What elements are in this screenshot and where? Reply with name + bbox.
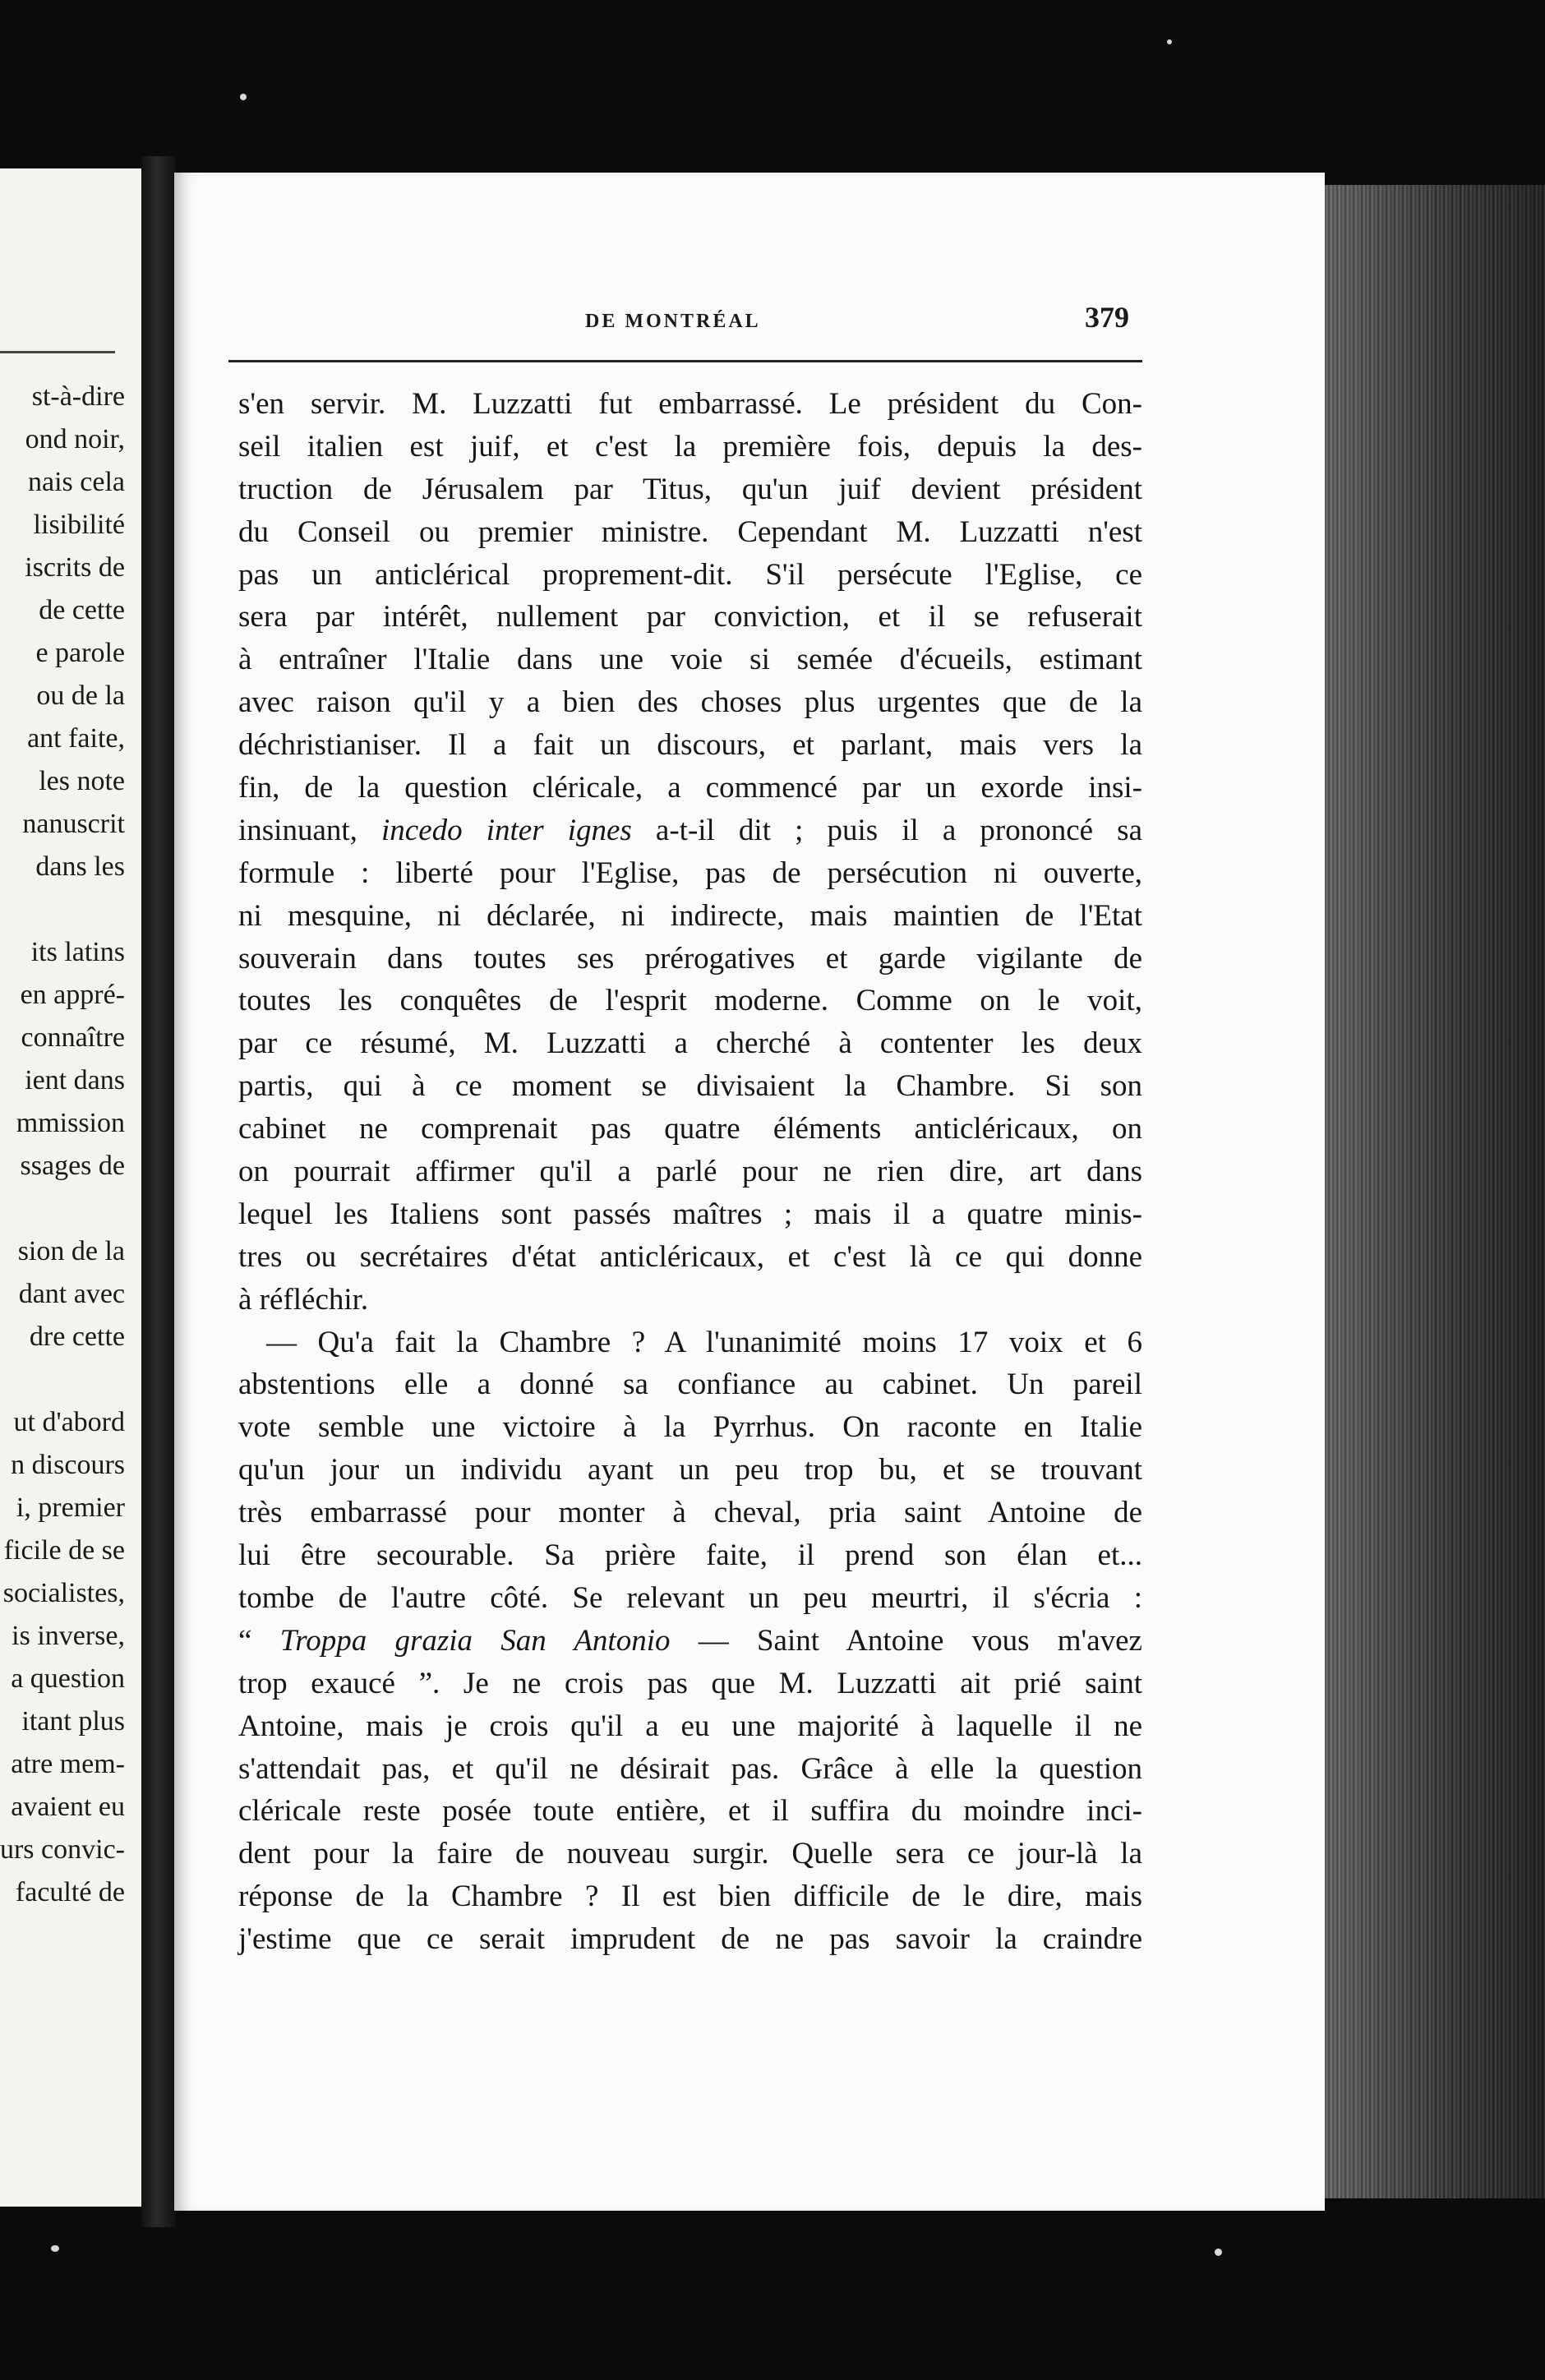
italic-phrase: Troppa grazia San Antonio	[279, 1623, 671, 1658]
left-page-line: atre mem-	[11, 1749, 125, 1779]
left-page-line: itant plus	[21, 1706, 125, 1737]
text-line: cléricale reste posée toute entière, et il suffira du moindre inci-	[238, 1794, 1142, 1829]
left-page-line	[0, 888, 125, 931]
left-page-line: en appré-	[20, 980, 125, 1010]
text-line: seil italien est juif, et c'est la première fois, depuis la des-	[238, 429, 1142, 464]
text-line: j'estime que ce serait imprudent de ne pas savoir la craindre	[238, 1922, 1142, 1957]
text-line: fin, de la question cléricale, a commencé par un exorde insi-	[238, 771, 1142, 805]
left-page-line: sion de la	[17, 1236, 125, 1266]
left-page-line: dans les	[35, 851, 125, 882]
left-page-line: nanuscrit	[22, 809, 125, 839]
text-line: s'en servir. M. Luzzatti fut embarrassé. Le président du Con-	[238, 387, 1142, 421]
text-line: ni mesquine, ni déclarée, ni indirecte, mais maintien de l'Etat	[238, 898, 1142, 933]
left-page-line: ssages de	[20, 1151, 125, 1181]
left-page-text	[0, 376, 125, 1914]
left-page-line: ou de la	[36, 680, 125, 711]
header-rule	[228, 360, 1142, 362]
text-line: — Qu'a fait la Chambre ? A l'unanimité moins 17 voix et 6	[266, 1325, 1142, 1359]
left-page-line: urs convic-	[0, 1834, 125, 1865]
left-page-line: ond noir,	[25, 424, 125, 454]
page-number: 379	[1085, 301, 1129, 334]
left-page-line: nais cela	[28, 467, 125, 497]
right-page	[174, 173, 1325, 2211]
text-line: à réfléchir.	[238, 1282, 369, 1317]
left-page-line: ient dans	[25, 1065, 125, 1095]
text-line: toutes les conquêtes de l'esprit moderne. Comme on le voit,	[238, 984, 1142, 1018]
text-line: souverain dans toutes ses prérogatives et garde vigilante de	[238, 941, 1142, 976]
text-line: abstentions elle a donné sa confiance au cabinet. Un pareil	[238, 1368, 1142, 1402]
page-edges	[1325, 185, 1545, 2198]
text-line	[238, 809, 1142, 852]
left-page-line: dant avec	[18, 1279, 125, 1309]
text-line: qu'un jour un individu ayant un peu trop bu, et se trouvant	[238, 1453, 1142, 1488]
left-page-line: faculté de	[15, 1877, 125, 1907]
text-line: à entraîner l'Italie dans une voie si semée d'écueils, estimant	[238, 643, 1142, 677]
left-page-line: i, premier	[16, 1492, 125, 1523]
left-page-line: avaient eu	[11, 1792, 125, 1822]
left-page-line: de cette	[39, 595, 125, 625]
text-line: lui être secourable. Sa prière faite, il prend son élan et...	[238, 1538, 1142, 1573]
text-line: partis, qui à ce moment se divisaient la Chambre. Si son	[238, 1069, 1142, 1104]
text-line: sera par intérêt, nullement par conviction, et il se refuserait	[238, 600, 1142, 634]
running-head: DE MONTRÉAL	[585, 311, 761, 332]
left-page-line: les note	[39, 766, 125, 796]
left-page-line: mmission	[16, 1108, 125, 1138]
left-page-line: n discours	[11, 1450, 125, 1480]
text-line: réponse de la Chambre ? Il est bien difficile de le dire, mais	[238, 1880, 1142, 1914]
dust-speck	[51, 2245, 59, 2252]
text-line: déchristianiser. Il a fait un discours, et parlant, mais vers la	[238, 728, 1142, 763]
body-text	[238, 383, 1142, 1961]
text-run: insinuant,	[238, 813, 382, 847]
left-page-line: e parole	[35, 638, 125, 668]
left-page-line: ficile de se	[3, 1535, 125, 1566]
text-line: Antoine, mais je crois qu'il a eu une majorité à laquelle il ne	[238, 1709, 1142, 1743]
left-page-line: ut d'abord	[13, 1407, 125, 1437]
text-line: cabinet ne comprenait pas quatre éléments anticléricaux, on	[238, 1112, 1142, 1146]
text-run: a-t-il dit ; puis il a prononcé sa	[631, 813, 1142, 847]
text-line: on pourrait affirmer qu'il a parlé pour ne rien dire, art dans	[238, 1155, 1142, 1189]
text-line: avec raison qu'il y a bien des choses plus urgentes que de la	[238, 685, 1142, 720]
left-page-line: iscrits de	[25, 552, 125, 583]
text-line: s'attendait pas, et qu'il ne désirait pas. Grâce à elle la question	[238, 1751, 1142, 1786]
left-page-line: its latins	[30, 937, 125, 967]
text-line: truction de Jérusalem par Titus, qu'un juif devient président	[238, 472, 1142, 506]
dust-speck	[240, 94, 247, 100]
text-line: vote semble une victoire à la Pyrrhus. On raconte en Italie	[238, 1410, 1142, 1445]
book-gutter	[141, 156, 176, 2227]
text-line: pas un anticlérical proprement-dit. S'il persécute l'Eglise, ce	[238, 557, 1142, 592]
left-page-line	[0, 1358, 125, 1401]
text-line: très embarrassé pour monter à cheval, pria saint Antoine de	[238, 1496, 1142, 1530]
left-page-line: lisibilité	[33, 510, 125, 540]
text-line: tombe de l'autre côté. Se relevant un peu meurtri, il s'écria :	[238, 1580, 1142, 1615]
left-page-line: socialistes,	[2, 1578, 125, 1608]
text-line: tres ou secrétaires d'état anticléricaux, et c'est là ce qui donne	[238, 1239, 1142, 1274]
dust-speck	[1215, 2249, 1222, 2256]
left-page	[0, 168, 141, 2207]
left-page-line: is inverse,	[12, 1621, 125, 1651]
text-line: lequel les Italiens sont passés maîtres ; mais il a quatre minis-	[238, 1197, 1142, 1231]
text-line	[238, 1620, 1142, 1663]
dust-speck	[1167, 39, 1172, 44]
text-line: du Conseil ou premier ministre. Cependant M. Luzzatti n'est	[238, 514, 1142, 549]
left-page-line: ant faite,	[27, 723, 125, 754]
left-page-line: st-à-dire	[31, 381, 125, 412]
text-line: dent pour la faire de nouveau surgir. Quelle sera ce jour-là la	[238, 1837, 1142, 1871]
left-page-line: connaître	[21, 1022, 125, 1053]
left-page-rule	[0, 351, 115, 353]
left-page-line	[0, 1188, 125, 1230]
text-line: formule : liberté pour l'Eglise, pas de persécution ni ouverte,	[238, 856, 1142, 890]
text-run: “	[238, 1623, 280, 1658]
text-line: par ce résumé, M. Luzzatti a cherché à contenter les deux	[238, 1026, 1142, 1061]
text-run: — Saint Antoine vous m'avez	[670, 1623, 1142, 1658]
text-line: trop exaucé ”. Je ne crois pas que M. Luzzatti ait prié saint	[238, 1666, 1142, 1700]
italic-phrase: incedo inter ignes	[381, 813, 632, 847]
left-page-line: dre cette	[29, 1321, 125, 1352]
left-page-line: a question	[11, 1663, 125, 1694]
